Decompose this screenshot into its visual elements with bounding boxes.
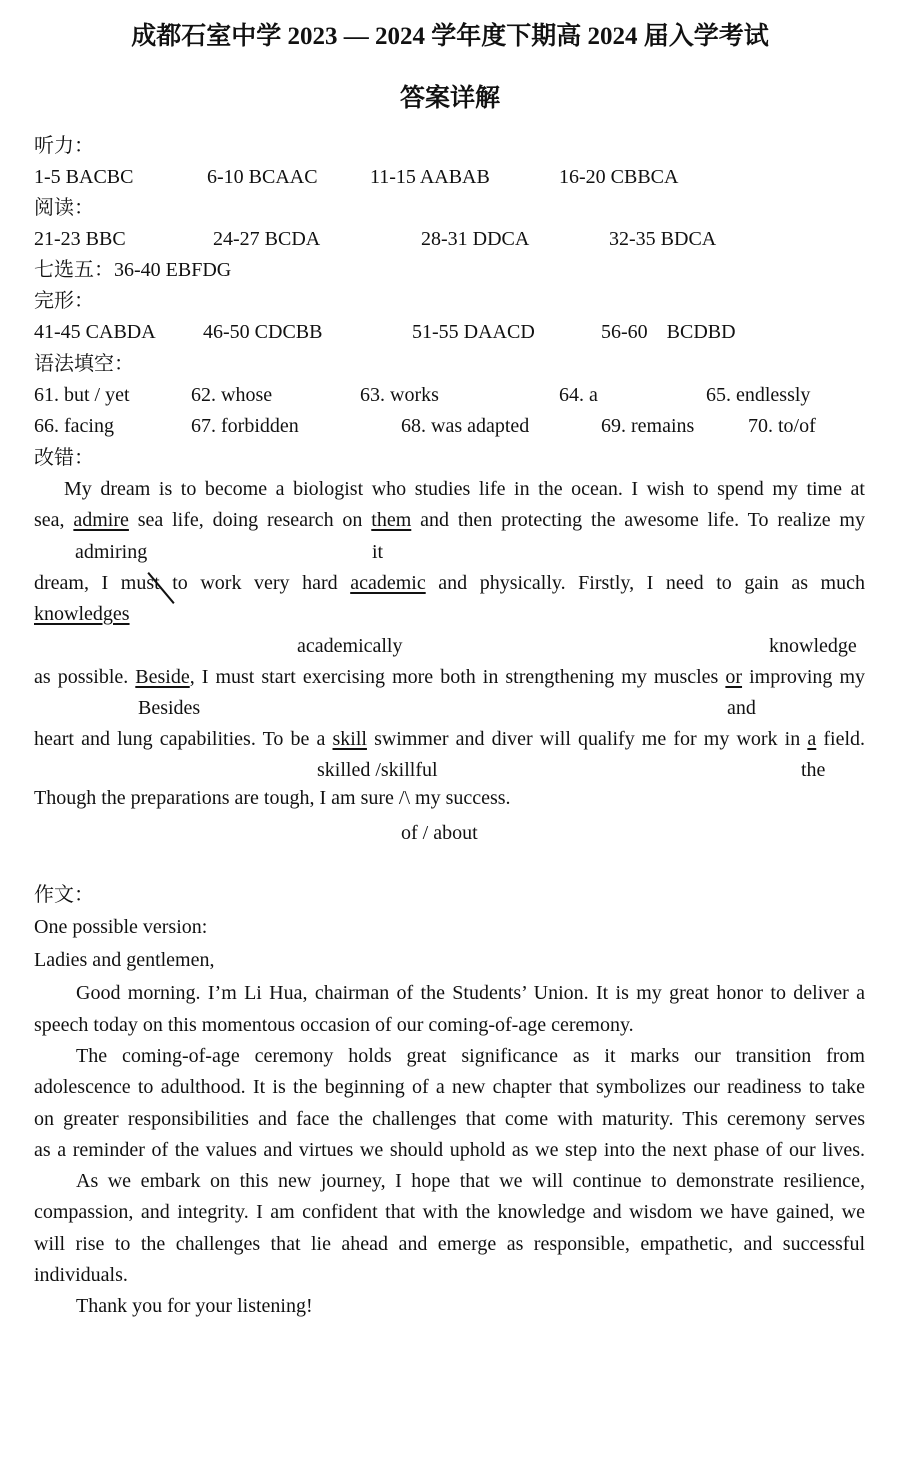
essay-line: will rise to the challenges that lie ahead and emerge as responsible, empathetic, and successful [34, 1233, 865, 1255]
grammar-answer: 69. remains [601, 415, 695, 437]
grammar-answer: 70. to/of [748, 415, 816, 437]
essay-line: compassion, and integrity. I am confident that with the knowledge and wisdom we have gained, we [34, 1201, 865, 1223]
answer-group: 21-23 BBC [34, 228, 126, 250]
answer-group: 56-60 BCDBD [601, 321, 736, 343]
grammar-answer: 65. endlessly [706, 384, 811, 406]
correction-line: My dream is to become a biologist who studies life in the ocean. I wish to spend my time at [64, 478, 865, 500]
essay-line: Good morning. I’m Li Hua, chairman of the Students’ Union. It is my great honor to deliver a [76, 982, 865, 1004]
essay-line: adolescence to adulthood. It is the beginning of a new chapter that symbolizes our readiness to take [34, 1076, 865, 1098]
correction-line: as possible. Beside, I must start exercising more both in strengthening my muscles or improving my [34, 666, 866, 688]
correction-fix: and [727, 697, 756, 719]
listening-heading: 听力： [34, 135, 94, 157]
correction-line: Though the preparations are tough, I am sure /\ my success. [34, 787, 511, 809]
grammar-answer: 63. works [360, 384, 439, 406]
correction-fix: admiring [75, 541, 148, 563]
grammar-answer: 62. whose [191, 384, 273, 406]
correction-fix: Besides [138, 697, 201, 719]
answer-group: 1-5 BACBC [34, 166, 134, 188]
insertion-caret: /\ [398, 787, 411, 809]
answer-group: 41-45 CABDA [34, 321, 156, 343]
correction-heading: 改错： [34, 447, 94, 469]
correction-line: knowledges [34, 603, 130, 625]
answer-group: 24-27 BCDA [213, 228, 321, 250]
grammar-answer: 61. but / yet [34, 384, 130, 406]
essay-intro: One possible version: [34, 916, 208, 938]
cloze-heading: 完形： [34, 290, 94, 312]
essay-closing: Thank you for your listening! [76, 1295, 313, 1317]
page-title: 成都石室中学 2023 — 2024 学年度下期高 2024 届入学考试 [131, 23, 769, 50]
essay-line: as a reminder of the values and virtues we should uphold as we step into the next phase of our lives. [34, 1139, 865, 1161]
essay-line: As we embark on this new journey, I hope that we will continue to demonstrate resilience, [76, 1170, 865, 1192]
correction-fix: knowledge [769, 635, 857, 657]
correction-line: sea, admire sea life, doing research on them and then protecting the awesome life. To realize my [34, 509, 865, 531]
grammar-answer: 67. forbidden [191, 415, 299, 437]
answer-group: 46-50 CDCBB [203, 321, 323, 343]
essay-heading: 作文： [34, 884, 94, 906]
answer-group: 11-15 AABAB [370, 166, 490, 188]
essay-salutation: Ladies and gentlemen, [34, 949, 215, 971]
essay-line: The coming-of-age ceremony holds great significance as it marks our transition from [76, 1045, 865, 1067]
correction-line: heart and lung capabilities. To be a skill swimmer and diver will qualify me for my work in a field. [34, 728, 865, 750]
grammar-answer: 64. a [559, 384, 598, 406]
grammar-answer: 66. facing [34, 415, 114, 437]
correction-fix: of / about [401, 822, 478, 844]
correction-line: dream, I must to work very hard academic and physically. Firstly, I need to gain as much [34, 572, 865, 594]
answer-group: 32-35 BDCA [609, 228, 717, 250]
grammar-answer: 68. was adapted [401, 415, 530, 437]
reading-heading: 阅读： [34, 197, 94, 219]
answer-group: 16-20 CBBCA [559, 166, 679, 188]
essay-line: individuals. [34, 1264, 128, 1286]
answer-group: 28-31 DDCA [421, 228, 530, 250]
essay-line: speech today on this momentous occasion of our coming-of-age ceremony. [34, 1014, 634, 1036]
page-subtitle: 答案详解 [399, 85, 500, 112]
correction-fix: it [372, 541, 384, 563]
correction-fix: the [801, 759, 826, 781]
correction-fix: skilled /skillful [317, 759, 438, 781]
essay-line: on greater responsibilities and face the challenges that come with maturity. This ceremony serves [34, 1108, 865, 1130]
answer-group: 6-10 BCAAC [207, 166, 318, 188]
answer-group: 51-55 DAACD [412, 321, 535, 343]
seven-choose-five: 七选五：36-40 EBFDG [34, 259, 232, 281]
grammar-heading: 语法填空： [34, 353, 134, 375]
correction-fix: academically [297, 635, 403, 657]
